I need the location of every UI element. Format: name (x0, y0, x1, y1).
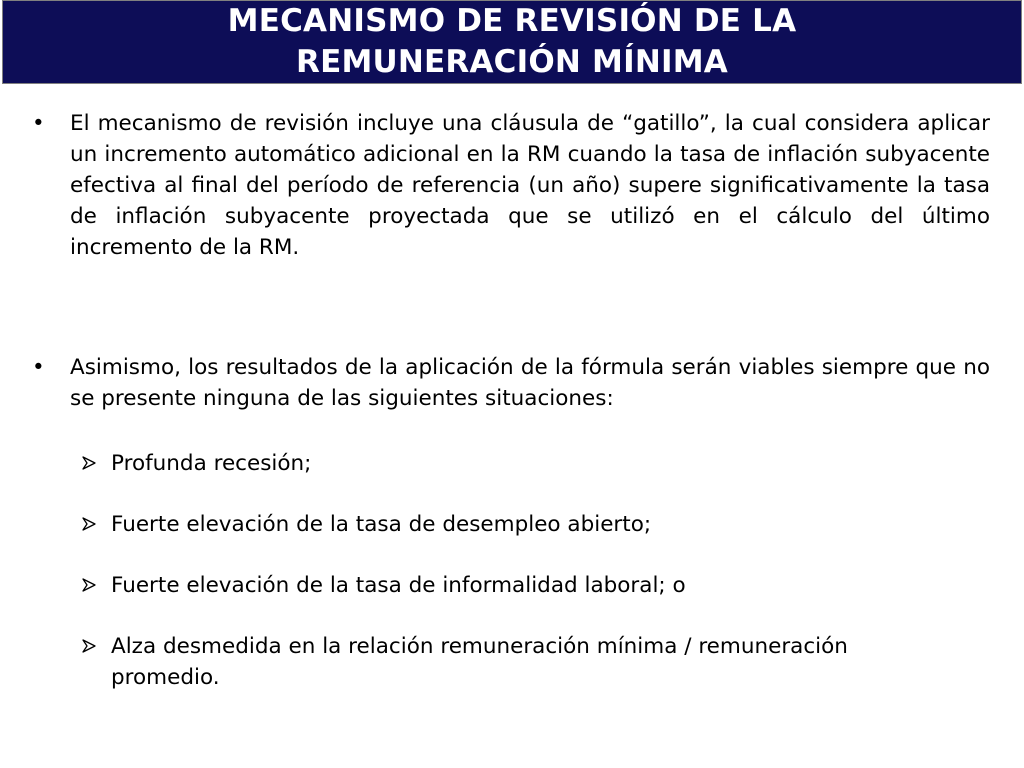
slide-title-line-1: MECANISMO DE REVISIÓN DE LA (227, 3, 797, 39)
situation-text: Alza desmedida en la relación remuneración mínima / remuneración promedio. (111, 634, 848, 690)
situation-item (111, 631, 871, 693)
bullet-item (32, 352, 990, 414)
situation-item (111, 509, 871, 540)
situation-text: Fuerte elevación de la tasa de desempleo abierto; (111, 512, 652, 537)
arrow-bullet-icon (82, 578, 96, 592)
situation-text: Profunda recesión; (111, 451, 312, 476)
slide-title-line-2: REMUNERACIÓN MÍNIMA (296, 44, 728, 80)
situation-text: Fuerte elevación de la tasa de informalidad laboral; o (111, 573, 686, 598)
arrow-bullet-icon (82, 456, 96, 470)
arrow-bullet-icon (82, 517, 96, 531)
bullet-dot-icon: • (32, 111, 45, 136)
situation-item (111, 570, 871, 601)
situation-item (111, 448, 871, 479)
bullet-dot-icon: • (32, 355, 45, 380)
bullet-text: Asimismo, los resultados de la aplicación de la fórmula serán viables siempre que no se presente ninguna de las siguientes situaciones: (70, 355, 990, 411)
arrow-bullet-icon (82, 639, 96, 653)
bullet-text: El mecanismo de revisión incluye una cláusula de “gatillo”, la cual considera aplicar un incremento automático adicional en la RM cuando la tasa de inflación subyacente efectiva al final del período de referencia (un año) supere significativamente la tasa de inflación subyacente proyectada que se utilizó en el cálculo del último incremento de la RM. (70, 111, 990, 260)
bullet-item (32, 108, 990, 263)
